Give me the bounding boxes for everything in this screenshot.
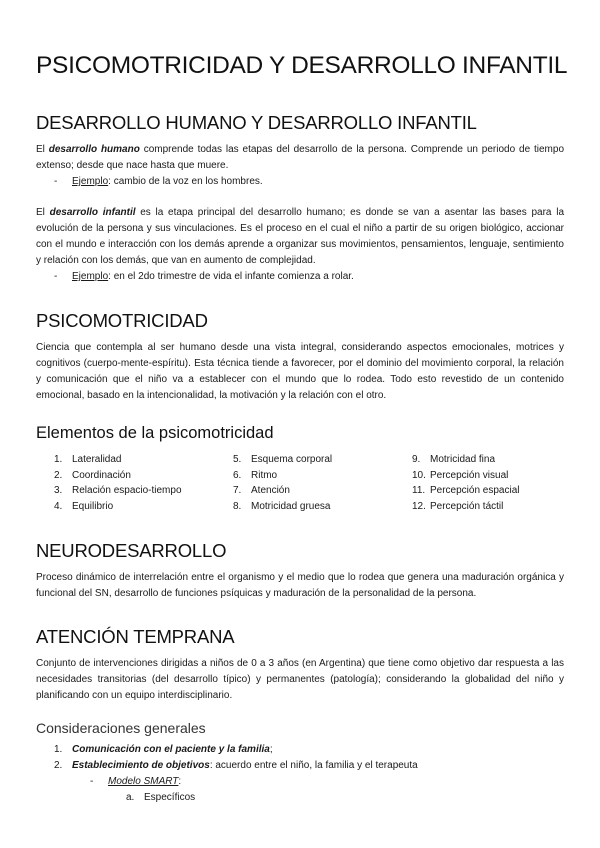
section-heading-neurodesarrollo: NEURODESARROLLO [36, 540, 227, 561]
paragraph-atencion-temprana: Conjunto de intervenciones dirigidas a niños de 0 a 3 años (en Argentina) que tiene como objetivo dar respuesta a las necesidades transitorias (del desarrollo típico) y permanentes (patología); considerando la globalidad del niño y planificando con un equipo interdisciplinario. [36, 658, 564, 701]
page-title: PSICOMOTRICIDAD Y DESARROLLO INFANTIL [36, 52, 568, 79]
list-item: 10. Percepción visual [412, 469, 509, 481]
elements-list [54, 452, 554, 516]
list-item: 4. Equilibrio [54, 500, 114, 512]
dash-marker: - [54, 176, 58, 187]
consideration-item-2: 2. Establecimiento de objetivos: acuerdo entre el niño, la familia y el terapeuta [54, 760, 418, 771]
term-comunicacion: Comunicación con el paciente y la familia [72, 744, 270, 755]
list-item: 7. Atención [233, 485, 290, 497]
dash-marker: - [90, 776, 94, 787]
text: es la etapa principal del desarrollo humano; es donde se van a asentar las bases para la evolución de la persona y sus vinculaciones. Es el proceso en el cual el niño a partir de su origen biológico, accionar con el mundo e interacción con los demás aprende a organizar sus movimientos, pensamientos, lenguaje, sentimiento y relación con los demás, que van en aumento de complejidad. [36, 207, 565, 266]
list-item: 8. Motricidad gruesa [233, 500, 331, 512]
elements-column-1 [54, 452, 224, 514]
term-objetivos: Establecimiento de objetivos [72, 760, 210, 771]
list-item: 9. Motricidad fina [412, 454, 496, 465]
list-item: 12. Percepción táctil [412, 500, 504, 512]
paragraph-desarrollo-infantil [36, 205, 564, 269]
modelo-smart-label: Modelo SMART [108, 776, 179, 787]
elements-column-2 [233, 452, 403, 514]
paragraph-neurodesarrollo: Proceso dinámico de interrelación entre el organismo y el medio que lo rodea que genera una maduración orgánica y funcional del SN, desarrollo de funciones psíquicas y maduración de la personalidad de la persona. [36, 572, 564, 599]
list-item: 2. Coordinación [54, 469, 131, 481]
dash-marker: - [54, 271, 58, 282]
text: comprende todas las etapas del desarrollo de la persona. Comprende un periodo de tiempo extenso; desde que nace hasta que muere. [36, 144, 565, 171]
text: El [36, 144, 49, 155]
example-item-1 [54, 174, 263, 190]
section-heading-atencion-temprana: ATENCIÓN TEMPRANA [36, 626, 235, 647]
text: El [36, 207, 50, 218]
elements-column-3 [412, 452, 582, 514]
section-heading-psicomotricidad: PSICOMOTRICIDAD [36, 310, 208, 331]
paragraph-psicomotricidad: Ciencia que contempla al ser humano desde una vista integral, considerando aspectos emocionales, motrices y cognitivos (cuerpo-mente-espíritu). Esta técnica tiende a favorecer, por el dominio del movimiento corporal, la relación y comunicación que el niño va a establecer con el mundo que lo rodea. Todo esto revestido de un contenido emocional, basado en la intencionalidad, la motivación y la relación con el otro. [36, 342, 564, 401]
example-item-2 [54, 269, 354, 285]
example-text: : cambio de la voz en los hombres. [108, 176, 263, 187]
example-text: : en el 2do trimestre de vida el infante comienza a rolar. [108, 271, 354, 282]
list-item: 5. Esquema corporal [233, 454, 333, 465]
term-desarrollo-humano: desarrollo humano [48, 144, 140, 155]
term-desarrollo-infantil: desarrollo infantil [49, 207, 136, 218]
list-item: 3. Relación espacio-tiempo [54, 485, 182, 497]
subheading-consideraciones: Consideraciones generales [36, 720, 206, 736]
paragraph-desarrollo-humano [36, 142, 564, 174]
list-item: 1. Lateralidad [54, 454, 122, 465]
example-label: Ejemplo [72, 271, 109, 282]
consideration-item-1: 1. Comunicación con el paciente y la familia; [54, 744, 273, 755]
sub-item-modelo-smart: - Modelo SMART: [90, 774, 181, 790]
list-item: 11. Percepción espacial [412, 485, 520, 497]
section-heading-desarrollo: DESARROLLO HUMANO Y DESARROLLO INFANTIL [36, 112, 477, 133]
list-item: 6. Ritmo [233, 469, 278, 481]
example-label: Ejemplo [72, 176, 109, 187]
sub-sub-item-especificos: a. Específicos [126, 792, 196, 803]
subheading-elementos: Elementos de la psicomotricidad [36, 424, 274, 442]
